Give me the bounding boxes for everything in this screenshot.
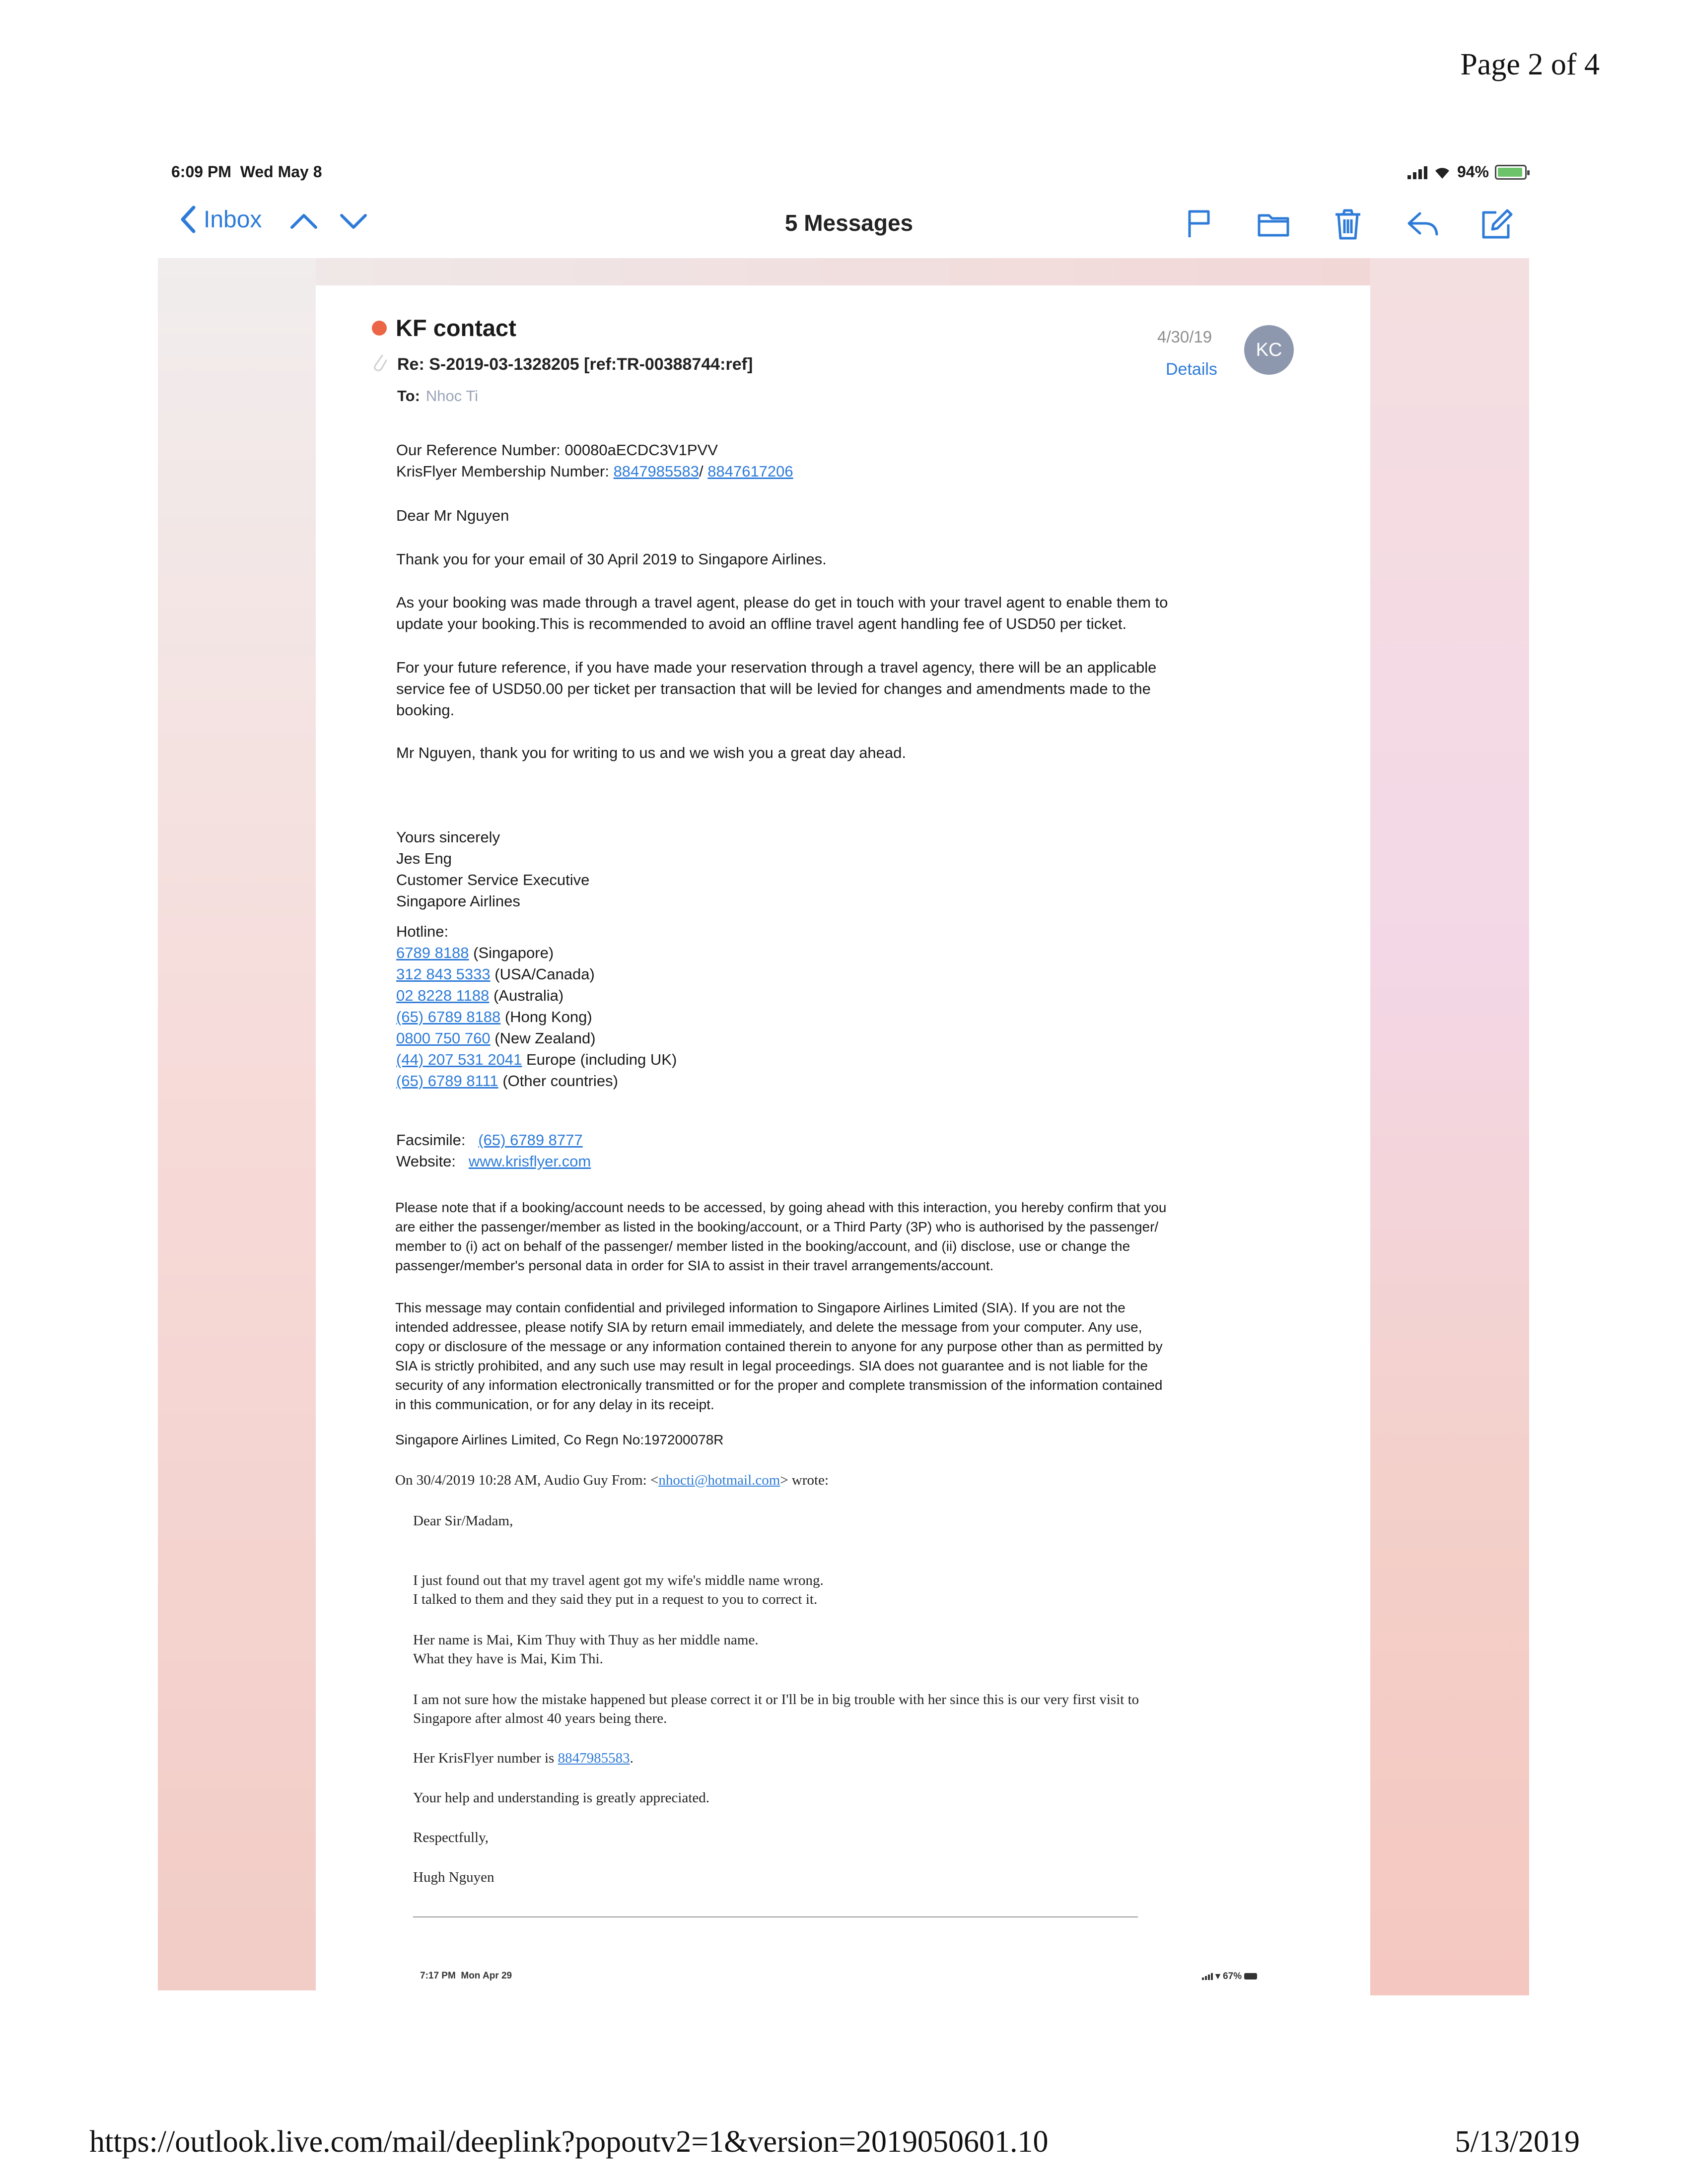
quote-line: I just found out that my travel agent got my wife's middle name wrong.	[413, 1572, 824, 1588]
quote-signoff: Respectfully,	[413, 1830, 489, 1845]
quote-krisflyer-line	[413, 1749, 633, 1768]
notice-line: in this communication, or for any delay in its receipt.	[395, 1397, 714, 1412]
quote-line: I am not sure how the mistake happened but please correct it or I'll be in big trouble with her since this is our very first visit to	[413, 1692, 1139, 1707]
folder-icon[interactable]	[1256, 206, 1291, 241]
paragraph-2	[396, 592, 1168, 634]
reference-block	[396, 439, 793, 482]
status-clock: 6:09 PM	[171, 163, 231, 181]
company-registration: Singapore Airlines Limited, Co Regn No:197200078R	[395, 1432, 724, 1447]
hotline-region: (Australia)	[493, 987, 564, 1004]
facsimile-row	[396, 1129, 591, 1151]
hotline-list	[396, 942, 677, 1092]
hotline-row	[396, 942, 677, 963]
quote-greeting: Dear Sir/Madam,	[413, 1513, 513, 1529]
quote-kf-text: Her KrisFlyer number is	[413, 1750, 558, 1766]
hotline-row	[396, 1027, 677, 1049]
embedded-date: Mon Apr 29	[461, 1971, 512, 1981]
cellular-signal-icon	[1407, 165, 1427, 179]
membership-number-link-1[interactable]: 8847985583	[613, 463, 699, 480]
quote-paragraph-2	[413, 1631, 759, 1668]
hotline-number-link[interactable]: 312 843 5333	[396, 965, 491, 983]
notice-line: member to (i) act on behalf of the passenger/ member listed in the booking/account, and (ii) disclose, use or change the	[395, 1238, 1130, 1254]
signature-block	[396, 826, 589, 912]
paragraph-4: Mr Nguyen, thank you for writing to us and we wish you a great day ahead.	[396, 744, 907, 761]
quote-kf-link[interactable]: 8847985583	[558, 1750, 630, 1766]
membership-separator: /	[699, 463, 703, 480]
trash-icon[interactable]	[1331, 206, 1365, 241]
notice-line: security of any information electronically transmitted or for the proper and complete transmission of the information contained	[395, 1377, 1163, 1393]
website-link[interactable]: www.krisflyer.com	[468, 1153, 591, 1170]
quote-name: Hugh Nguyen	[413, 1869, 494, 1885]
signature-title: Customer Service Executive	[396, 871, 590, 888]
contact-block	[396, 1129, 591, 1172]
quote-header	[395, 1471, 829, 1490]
notice-line: This message may contain confidential and privileged information to Singapore Airlines Limited (SIA). If you are not the	[395, 1300, 1125, 1315]
hotline-row	[396, 1049, 677, 1070]
reply-icon[interactable]	[1405, 206, 1440, 241]
quote-line: Her name is Mai, Kim Thuy with Thuy as her middle name.	[413, 1632, 759, 1648]
hotline-number-link[interactable]: 6789 8188	[396, 944, 469, 961]
hotline-number-link[interactable]: 0800 750 760	[396, 1029, 491, 1047]
footer-date: 5/13/2019	[1455, 2125, 1580, 2159]
notice-line: passenger/member's personal data in order for SIA to assist in their travel arrangements/account.	[395, 1258, 994, 1273]
embedded-wifi-icon: ▾	[1215, 1971, 1220, 1981]
toolbar-title: 5 Messages	[784, 210, 914, 236]
compose-icon[interactable]	[1479, 206, 1514, 241]
battery-icon	[1495, 165, 1527, 180]
hotline-number-link[interactable]: (65) 6789 8188	[396, 1008, 501, 1025]
paragraph-3-line: For your future reference, if you have made your reservation through a travel agency, there will be an applicable	[396, 659, 1157, 676]
hotline-row	[396, 963, 677, 985]
paragraph-3	[396, 657, 1156, 721]
quote-line: What they have is Mai, Kim Thi.	[413, 1651, 603, 1667]
quote-paragraph-1	[413, 1571, 824, 1609]
flag-icon[interactable]	[1182, 206, 1216, 241]
page-number: Page 2 of 4	[1460, 48, 1600, 81]
hotline-region: (Other countries)	[502, 1072, 618, 1090]
embedded-time: 7:17 PM	[420, 1971, 456, 1981]
details-link[interactable]: Details	[1166, 360, 1217, 379]
email-date: 4/30/19	[1157, 328, 1212, 346]
quote-email-link[interactable]: nhocti@hotmail.com	[658, 1472, 780, 1488]
website-label: Website:	[396, 1153, 456, 1170]
hotline-number-link[interactable]: (65) 6789 8111	[396, 1072, 498, 1090]
greeting: Dear Mr Nguyen	[396, 507, 509, 524]
embedded-status-time	[420, 1971, 512, 1981]
wifi-icon	[1433, 165, 1451, 179]
membership-number-link-2[interactable]: 8847617206	[707, 463, 793, 480]
quote-kf-text: .	[630, 1750, 633, 1766]
signoff: Yours sincerely	[396, 828, 500, 846]
hotline-region: (Hong Kong)	[504, 1008, 592, 1025]
quote-thanks: Your help and understanding is greatly appreciated.	[413, 1790, 710, 1806]
mail-toolbar	[169, 199, 1529, 248]
status-time	[171, 163, 322, 181]
notice-line: Please note that if a booking/account needs to be accessed, by going ahead with this interaction, you hereby confirm that you	[395, 1200, 1167, 1215]
recipient-row	[397, 387, 478, 405]
hotline-block	[396, 921, 677, 1092]
to-label: To:	[397, 387, 420, 405]
notice-line: intended addressee, please notify SIA by return email immediately, and delete the message from your computer. Any use,	[395, 1319, 1142, 1335]
embedded-battery-percent: 67%	[1223, 1971, 1242, 1981]
quote-line: Singapore after almost 40 years being there.	[413, 1710, 667, 1726]
left-pane-background	[158, 258, 316, 1990]
unread-dot-icon	[372, 321, 387, 336]
hotline-region: Europe (including UK)	[526, 1051, 677, 1068]
paragraph-3-line: booking.	[396, 701, 455, 719]
quote-header-text: > wrote:	[780, 1472, 829, 1488]
sender-avatar[interactable]: KC	[1244, 325, 1294, 375]
facsimile-label: Facsimile:	[396, 1131, 466, 1149]
embedded-battery-icon	[1244, 1973, 1257, 1979]
status-indicators	[1407, 163, 1527, 181]
membership-label: KrisFlyer Membership Number:	[396, 463, 609, 480]
battery-fill	[1498, 168, 1522, 177]
status-bar	[171, 163, 1527, 188]
hotline-number-link[interactable]: 02 8228 1188	[396, 987, 490, 1004]
website-row	[396, 1151, 591, 1172]
sender-name[interactable]: KF contact	[396, 315, 516, 341]
signature-name: Jes Eng	[396, 850, 452, 867]
notice-line: are either the passenger/member as listed in the booking/account, or a Third Party (3P) who is authorised by the passenger/	[395, 1219, 1159, 1234]
status-date: Wed May 8	[240, 163, 322, 181]
paragraph-2-line: As your booking was made through a travel agent, please do get in touch with your travel agent to enable them to	[396, 594, 1168, 611]
embedded-signal-icon	[1202, 1973, 1213, 1980]
footer-url: https://outlook.live.com/mail/deeplink?popoutv2=1&version=2019050601.10	[89, 2125, 1049, 2159]
hotline-region: (New Zealand)	[494, 1029, 596, 1047]
paperclip-icon	[371, 352, 388, 372]
hotline-row	[396, 985, 677, 1006]
right-pane-background	[1370, 258, 1529, 1995]
reference-number: Our Reference Number: 00080aECDC3V1PVV	[396, 441, 718, 459]
confidentiality-notice	[395, 1298, 1279, 1414]
signature-company: Singapore Airlines	[396, 892, 520, 910]
hotline-label: Hotline:	[396, 923, 449, 940]
quote-divider	[413, 1916, 1138, 1917]
paragraph-1: Thank you for your email of 30 April 2019 to Singapore Airlines.	[396, 550, 827, 568]
hotline-region: (Singapore)	[473, 944, 554, 961]
notice-line: copy or disclosure of the message or any information contained therein to anyone for any purpose other than as permitted by	[395, 1339, 1163, 1354]
hotline-row	[396, 1070, 677, 1092]
hotline-region: (USA/Canada)	[494, 965, 595, 983]
paragraph-3-line: service fee of USD50.00 per ticket per transaction that will be levied for changes and amendments made to the	[396, 680, 1151, 697]
inbox-label: Inbox	[204, 206, 262, 233]
hotline-number-link[interactable]: (44) 207 531 2041	[396, 1051, 522, 1068]
email-message	[316, 285, 1370, 1983]
facsimile-link[interactable]: (65) 6789 8777	[478, 1131, 583, 1149]
quote-header-text: On 30/4/2019 10:28 AM, Audio Guy From: <	[395, 1472, 659, 1488]
sender-row	[372, 314, 516, 341]
email-subject: Re: S-2019-03-1328205 [ref:TR-00388744:ref]	[397, 355, 753, 374]
membership-line	[396, 461, 793, 482]
paragraph-2-line: update your booking.This is recommended to avoid an offline travel agent handling fee of USD50 per ticket.	[396, 615, 1127, 632]
mail-header-band	[158, 258, 1528, 285]
recipient-name[interactable]: Nhoc Ti	[425, 387, 479, 405]
privacy-notice	[395, 1198, 1279, 1275]
battery-percent: 94%	[1457, 163, 1489, 181]
embedded-status-indicators	[1202, 1971, 1257, 1982]
hotline-row	[396, 1006, 677, 1027]
quote-paragraph-3	[413, 1690, 1139, 1728]
notice-line: SIA is strictly prohibited, and any such use may result in legal proceedings. SIA does not guarantee and is not liable for the	[395, 1358, 1148, 1373]
quote-line: I talked to them and they said they put in a request to you to correct it.	[413, 1591, 818, 1607]
